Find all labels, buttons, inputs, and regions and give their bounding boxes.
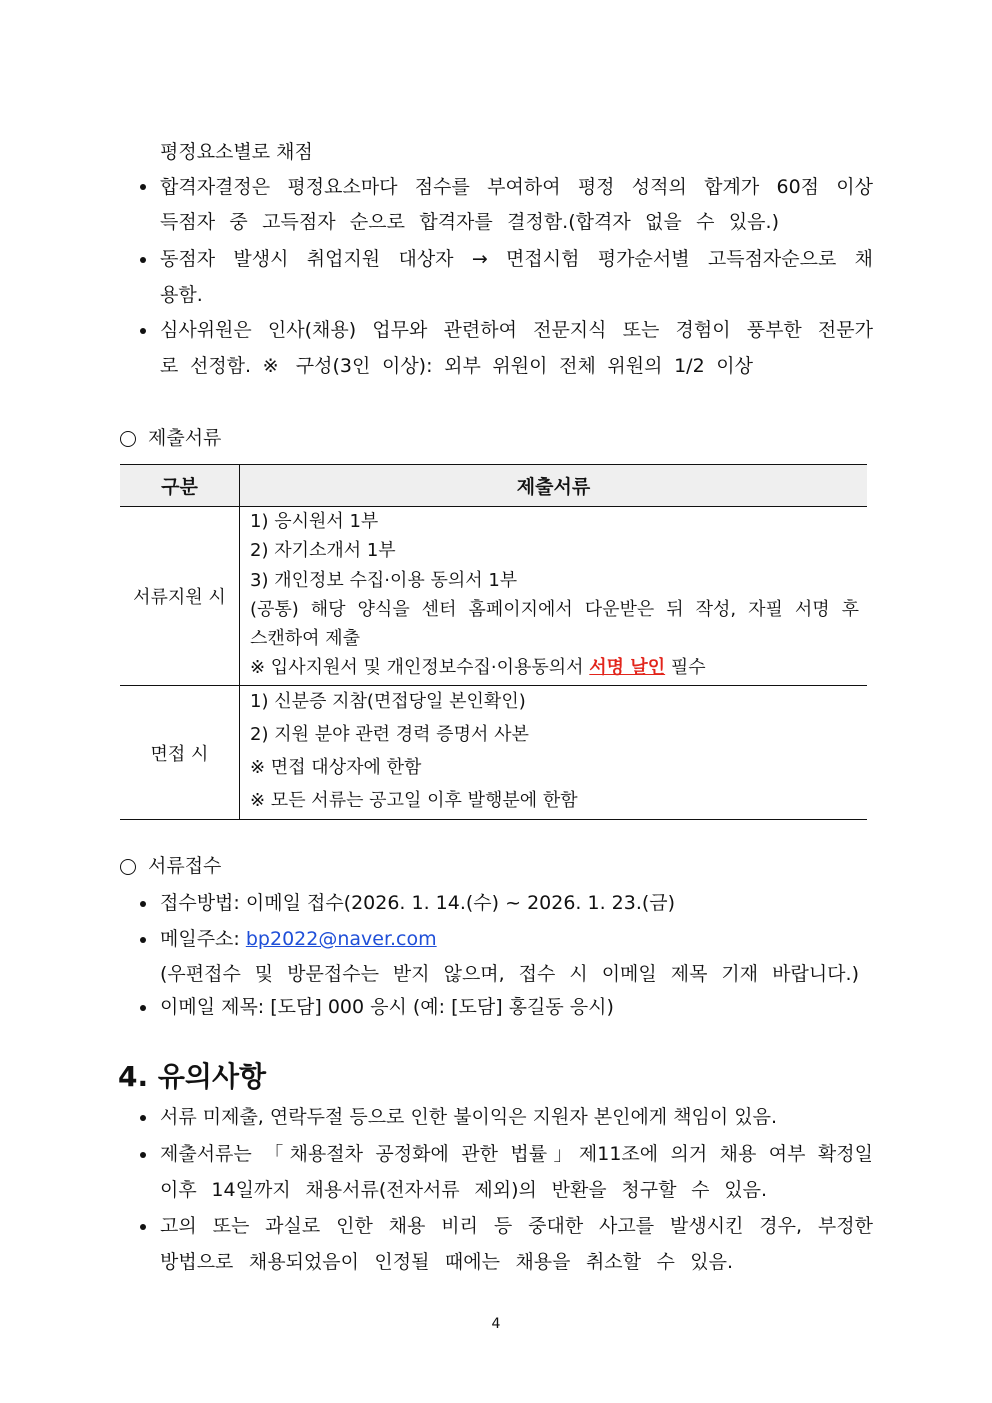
bullet-text-line: 동점자 발생시 취업지원 대상자 → 면접시험 평가순서별 고득점자순으로 채 bbox=[160, 248, 873, 270]
table-row bbox=[120, 507, 867, 686]
doc-item: 2) 지원 분야 관련 경력 증명서 사본 bbox=[250, 724, 529, 745]
circle-bullet-icon bbox=[120, 859, 136, 875]
doc-item: (공통) 해당 양식을 센터 홈페이지에서 다운받은 뒤 작성, 자필 서명 후 bbox=[250, 599, 859, 620]
row-content bbox=[240, 507, 868, 686]
note-suffix: 필수 bbox=[665, 657, 706, 678]
notice-heading: 4. 유의사항 bbox=[118, 1060, 267, 1093]
documents-table bbox=[120, 464, 867, 820]
bullet-dot bbox=[140, 901, 146, 907]
header-documents: 제출서류 bbox=[240, 465, 868, 507]
circle-bullet-icon bbox=[120, 431, 136, 447]
signature-highlight: 서명 날인 bbox=[589, 657, 666, 678]
row-label: 서류지원 시 bbox=[120, 507, 240, 686]
bullet-text-line: 로 선정함. ※ 구성(3인 이상): 외부 위원이 전체 위원의 1/2 이상 bbox=[160, 355, 753, 377]
email-subject: 이메일 제목: [도담] 000 응시 (예: [도담] 홍길동 응시) bbox=[160, 996, 614, 1018]
doc-item: 1) 응시원서 1부 bbox=[250, 511, 379, 532]
doc-item: 3) 개인정보 수집·이용 동의서 1부 bbox=[250, 570, 518, 591]
email-note: (우편접수 및 방문접수는 받지 않으며, 접수 시 이메일 제목 기재 바랍니다.) bbox=[160, 963, 859, 985]
header-category: 구분 bbox=[120, 465, 240, 507]
doc-item: 2) 자기소개서 1부 bbox=[250, 540, 396, 561]
reception-heading: 서류접수 bbox=[148, 855, 222, 877]
bullet-dot bbox=[140, 1152, 146, 1158]
bullet-text-line: 심사위원은 인사(채용) 업무와 관련하여 전문지식 또는 경험이 풍부한 전문가 bbox=[160, 319, 873, 341]
doc-item: 1) 신분증 지참(면접당일 본인확인) bbox=[250, 691, 526, 712]
email-link[interactable]: bp2022@naver.com bbox=[245, 928, 437, 950]
documents-heading: 제출서류 bbox=[148, 427, 222, 449]
notice-text-line: 방법으로 채용되었음이 인정될 때에는 채용을 취소할 수 있음. bbox=[160, 1251, 733, 1273]
bullet-dot bbox=[140, 1115, 146, 1121]
doc-item: 스캔하여 제출 bbox=[250, 628, 361, 649]
bullet-text-line: 용함. bbox=[160, 284, 203, 306]
bullet-text-line: 합격자결정은 평정요소마다 점수를 부여하여 평정 성적의 합계가 60점 이상 bbox=[160, 176, 873, 198]
evaluation-line: 평정요소별로 채점 bbox=[160, 141, 313, 163]
notice-text-line: 이후 14일까지 채용서류(전자서류 제외)의 반환을 청구할 수 있음. bbox=[160, 1179, 767, 1201]
bullet-dot bbox=[140, 328, 146, 334]
notice-text-line: 고의 또는 과실로 인한 채용 비리 등 중대한 사고를 발생시킨 경우, 부정한 bbox=[160, 1215, 873, 1237]
bullet-text-line: 득점자 중 고득점자 순으로 합격자를 결정함.(합격자 없을 수 있음.) bbox=[160, 211, 779, 233]
doc-item: ※ 면접 대상자에 한함 bbox=[250, 757, 422, 778]
bullet-dot bbox=[140, 1005, 146, 1011]
doc-item: ※ 모든 서류는 공고일 이후 발행분에 한함 bbox=[250, 790, 578, 811]
page-number: 4 bbox=[491, 1316, 501, 1332]
email-line bbox=[160, 927, 437, 951]
email-label: 메일주소: bbox=[160, 928, 246, 950]
row-content bbox=[240, 686, 868, 820]
row-label: 면접 시 bbox=[120, 686, 240, 820]
reception-method: 접수방법: 이메일 접수(2026. 1. 14.(수) ~ 2026. 1. 23.(금) bbox=[160, 892, 676, 914]
notice-text-line: 서류 미제출, 연락두절 등으로 인한 불이익은 지원자 본인에게 책임이 있음. bbox=[160, 1106, 778, 1128]
bullet-dot bbox=[140, 184, 146, 190]
notice-text-line: 제출서류는 「채용절차 공정화에 관한 법률」제11조에 의거 채용 여부 확정일 bbox=[160, 1143, 873, 1165]
table-header-row bbox=[120, 465, 867, 507]
bullet-dot bbox=[140, 937, 146, 943]
note-prefix: ※ 입사지원서 및 개인정보수집·이용동의서 bbox=[250, 657, 590, 678]
bullet-dot bbox=[140, 257, 146, 263]
signature-note bbox=[250, 657, 859, 679]
bullet-dot bbox=[140, 1224, 146, 1230]
table-row bbox=[120, 686, 867, 820]
